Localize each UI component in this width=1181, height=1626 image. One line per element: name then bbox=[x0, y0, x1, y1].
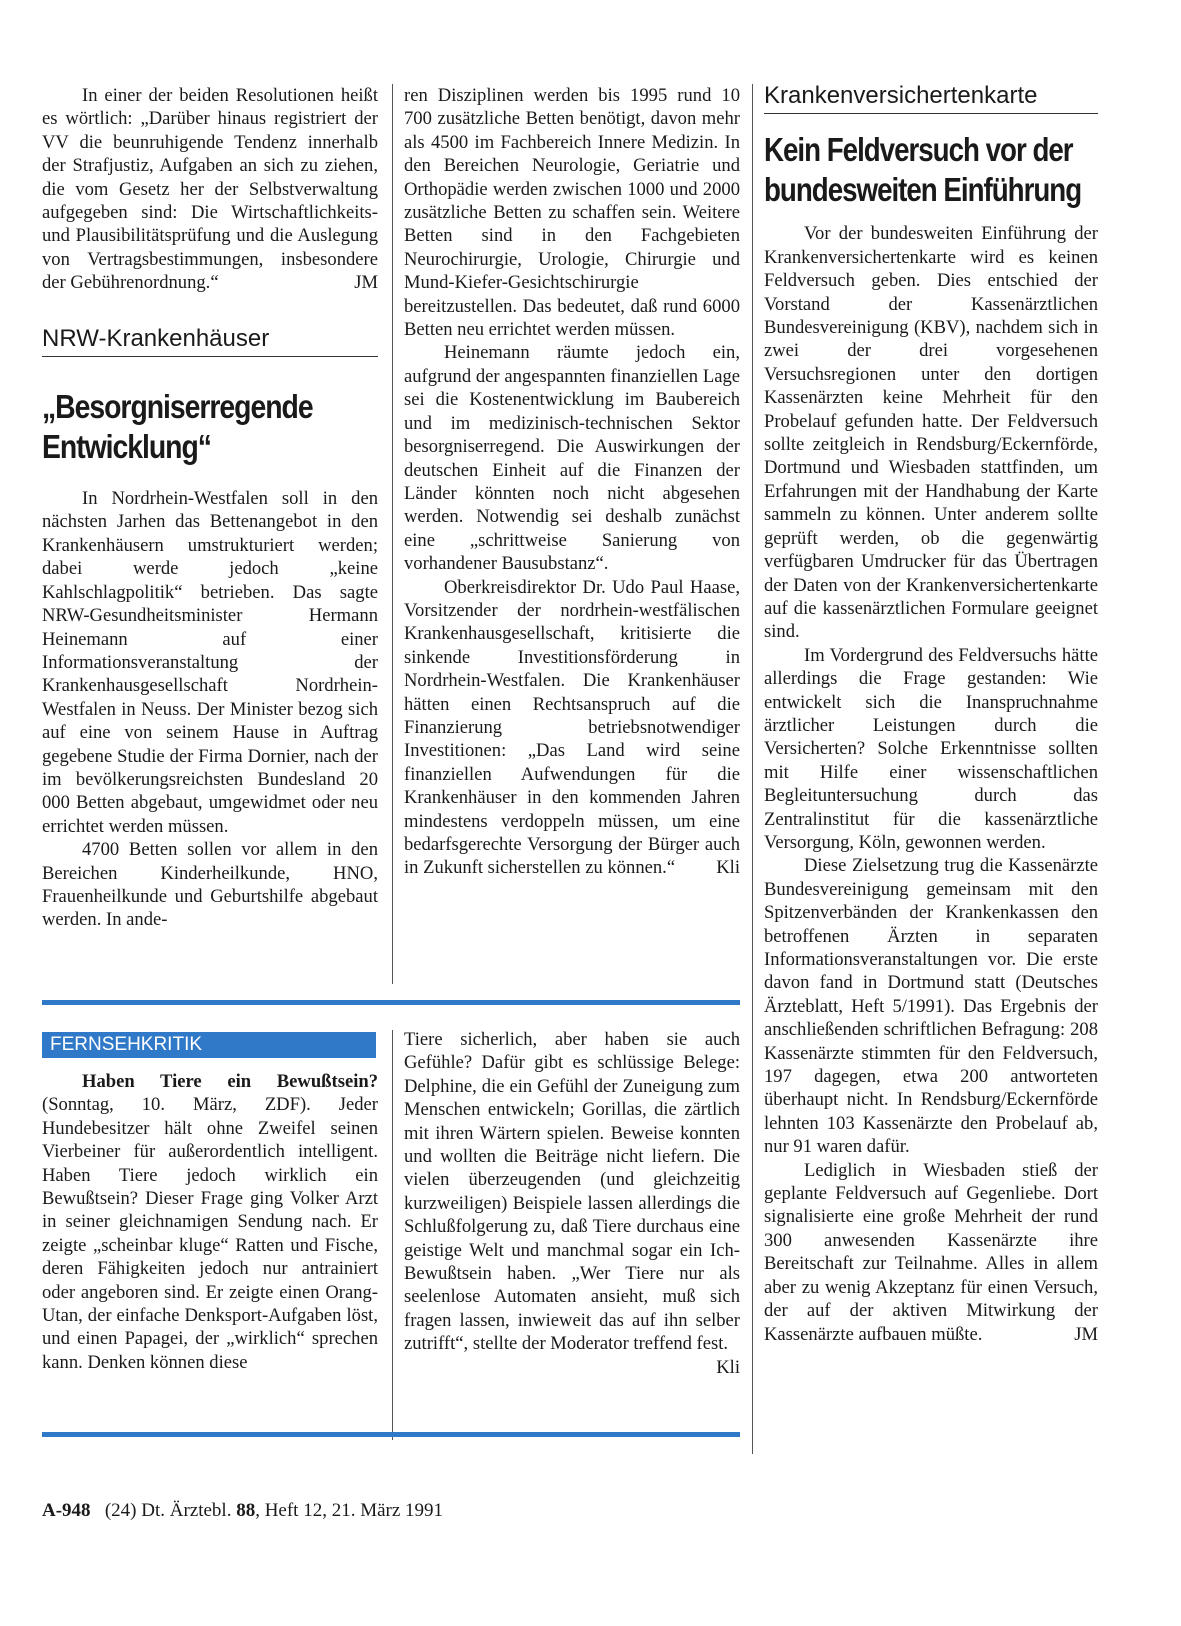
paragraph: ren Disziplinen werden bis 1995 rund 10 700 zusätzliche Betten benötigt, davon mehr als 4500 im Fachbereich Innere Medizin. In den Bereichen Neurologie, Geriatrie und Orthopädie werden zwischen 1000 und 2000 zusätzliche Betten zu schaffen sein. Weitere Betten sind in den Fachgebieten Neurochirurgie, Urologie, Chirurgie und Mund-Kiefer-Gesichtschirurgie bereitzustellen. Das bedeutet, daß rund 6000 Betten neu errichtet werden müssen. bbox=[404, 85, 740, 341]
paragraph: Lediglich in Wiesbaden stieß der geplante Feldversuch auf Gegenliebe. Dort signalisierte eine große Mehrheit der rund 300 anwesenden Kassenärzte ihre Bereitschaft zur Teilnahme. Alles in allem aber zu wenig Akzeptanz für einen Versuch, der auf der aktiven Mitwirkung der Kassenärzte aufbauen müßte. JM bbox=[764, 1159, 1098, 1345]
paragraph: Tiere sicherlich, aber haben sie auch Gefühle? Dafür gibt es schlüssige Belege: Delphine, die ein Gefühl der Zuneigung zum Menschen entwickeln; Gorillas, die zärtlich mit ihren Wärtern spielen. Beweise konnten und wollten die Beiträge nicht liefern. Die vielen überzeugenden (und gleichzeitig kurzweiligen) Beispiele lassen allerdings die Schlußfolgerung zu, daß Tiere durchaus eine geistige Welt und manchmal sogar ein Ich-Bewußtsein haben. „Wer Tiere nur als seelenlose Automaten ansieht, muß sich fragen lassen, inwieweit das auf ihn selber zutrifft“, stellte der Moderator treffend fest. Kli bbox=[404, 1029, 740, 1378]
paragraph: Oberkreisdirektor Dr. Udo Paul Haase, Vorsitzender der nordrhein-westfälischen Krankenhausgesellschaft, kritisierte die sinkende Investitionsförderung in Nordrhein-Westfalen. Die Krankenhäuser hätten einen Rechtsanspruch auf die Finanzierung betriebsnotwendiger Investitionen: „Das Land wird seine finanziellen Aufwendungen für die Krankenhäuser in den kommenden Jahren mindestens verdoppeln müssen, um eine bedarfsgerechte Versorgung der Bürger auch in Zukunft sicherstellen zu können.“ Kli bbox=[404, 576, 740, 879]
column-divider bbox=[392, 1030, 393, 1440]
blue-rule-bottom bbox=[42, 1432, 740, 1437]
paragraph: Haben Tiere ein Bewußtsein? (Sonntag, 10. März, ZDF). Jeder Hundebesitzer hält ohne Zweifel seinen Vierbeiner für außerordentlich intelligent. Haben Tiere jedoch wirklich ein Bewußtsein? Dieser Frage ging Volker Arzt in seiner gleichnamigen Sendung nach. Er zeigte „scheinbar kluge“ Ratten und Fische, deren Fähigkeiten jedoch nur antrainiert oder angeboren sind. Er zeigte einen Orang-Utan, der einfache Denksport-Aufgaben löst, und einen Papagei, der „wirklich“ sprechen kann. Denken können diese bbox=[42, 1071, 378, 1373]
paragraph: Diese Zielsetzung trug die Kassenärzte Bundesvereinigung gemeinsam mit den Spitzenverbänden der Krankenkassen den betroffenen Ärzten in separaten Informationsveranstaltungen vor. Die erste davon fand in Dortmund statt (Deutsches Ärzteblatt, Heft 5/1991). Das Ergebnis der anschließenden schriftlichen Befragung: 208 Kassenärzte stimmten für den Feldversuch, 197 dagegen, etwa 200 antworteten überhaupt nicht. In Rendsburg/Eckernförde lehnten 103 Kassenärzte den Probelauf ab, nur 91 waren dafür. bbox=[764, 855, 1098, 1158]
paragraph: Im Vordergrund des Feldversuchs hätte allerdings die Frage gestanden: Wie entwickelt sich die Inanspruchnahme ärztlicher Leistungen durch die Versicherten? Solche Erkenntnisse sollten mit Hilfe einer wissenschaftlichen Begleituntersuchung durch das Zentralinstitut für die kassenärztliche Versorgung, Köln, gewonnen werden. bbox=[764, 644, 1098, 853]
section-rubric: NRW-Krankenhäuser bbox=[42, 327, 378, 357]
article-headline: Kein Feldversuch vor der bundesweiten Einführung bbox=[764, 131, 1082, 209]
author-initials: Kli bbox=[716, 1356, 740, 1378]
tv-review-col-2 bbox=[404, 1028, 740, 1430]
review-title: Haben Tiere ein Bewußtsein? bbox=[82, 1071, 378, 1092]
column-divider bbox=[752, 84, 753, 1454]
author-initials: JM bbox=[1074, 1323, 1098, 1345]
paragraph: In Nordrhein-Westfalen soll in den nächsten Jarhen das Bettenangebot in den Krankenhäusern umstrukturiert werden; dabei werde jedoch „keine Kahlschlagpolitik“ betrieben. Das sagte NRW-Gesundheitsminister Hermann Heinemann auf einer Informationsveranstaltung der Krankenhausgesellschaft Nordrhein-Westfalen in Neuss. Der Minister bezog sich auf eine von seinem Hause in Auftrag gegebene Studie der Firma Dornier, nach der im bevölkerungsreichsten Bundesland 20 000 Betten abgebaut, umgewidmet oder neu errichtet werden müssen. bbox=[42, 488, 378, 837]
paragraph: 4700 Betten sollen vor allem in den Bereichen Kinderheilkunde, HNO, Frauenheilkunde und Geburtshilfe abgebaut werden. In ande- bbox=[42, 839, 378, 931]
page-number: A-948 bbox=[42, 1500, 91, 1521]
paragraph: Vor der bundesweiten Einführung der Krankenversichertenkarte wird es keinen Feldversuch geben. Dies entschied der Vorstand der Kassenärztlichen Bundesvereinigung (KBV), nachdem sich in zwei der drei vorgesehenen Versuchsregionen unter den dortigen Kassenärzten keine Mehrheit für den Probelauf gefunden hatte. Der Feldversuch sollte zeitgleich in Rendsburg/Eckernförde, Dortmund und Wiesbaden stattfinden, um Erfahrungen mit der Handhabung der Karte sammeln zu können. Unter anderem sollte geprüft werden, ob die gegenwärtig verfügbaren Umdrucker für das Übertragen der Daten von der Krankenversichertenkarte auf die kassenärztlichen Formulare geeignet sind. bbox=[764, 223, 1098, 643]
tv-review-col-1 bbox=[42, 1070, 378, 1430]
volume-number: 88 bbox=[236, 1500, 256, 1521]
page-footer: A-948 (24) Dt. Ärztebl. 88, Heft 12, 21. März 1991 bbox=[42, 1500, 444, 1521]
section-label: FERNSEHKRITIK bbox=[42, 1032, 376, 1058]
paragraph: In einer der beiden Resolutionen heißt es wörtlich: „Darüber hinaus registriert der VV die beunruhigende Tendenz innerhalb der Strafjustiz, Aufgaben an sich zu ziehen, die vom Gesetz her der Selbstverwaltung aufgegeben sind: Die Wirtschaftlichkeits- und Plausibilitätsprüfung und die Auslegung von Vertragsbestimmungen, insbesondere der Gebührenordnung.“ JM bbox=[42, 85, 378, 294]
author-initials: JM bbox=[354, 272, 378, 294]
column-divider bbox=[392, 84, 393, 984]
article-headline: „Besorgniserregende Entwicklung“ bbox=[42, 388, 313, 466]
author-initials: Kli bbox=[716, 857, 740, 879]
section-rubric: Krankenversichertenkarte bbox=[764, 84, 1098, 114]
column-3 bbox=[764, 84, 1098, 1346]
column-2 bbox=[404, 84, 740, 880]
blue-rule-top bbox=[42, 1000, 740, 1005]
column-1 bbox=[42, 84, 378, 932]
paragraph: Heinemann räumte jedoch ein, aufgrund der angespannten finanziellen Lage sei die Kostenentwicklung im Baubereich und im medizinisch-technischen Sektor besorgniserregend. Die Auswirkungen der deutschen Einheit auf die Finanzen der Länder könnten noch nicht abgesehen werden. Notwendig sei deshalb zunächst eine „schrittweise Sanierung von vorhandener Bausubstanz“. bbox=[404, 342, 740, 575]
